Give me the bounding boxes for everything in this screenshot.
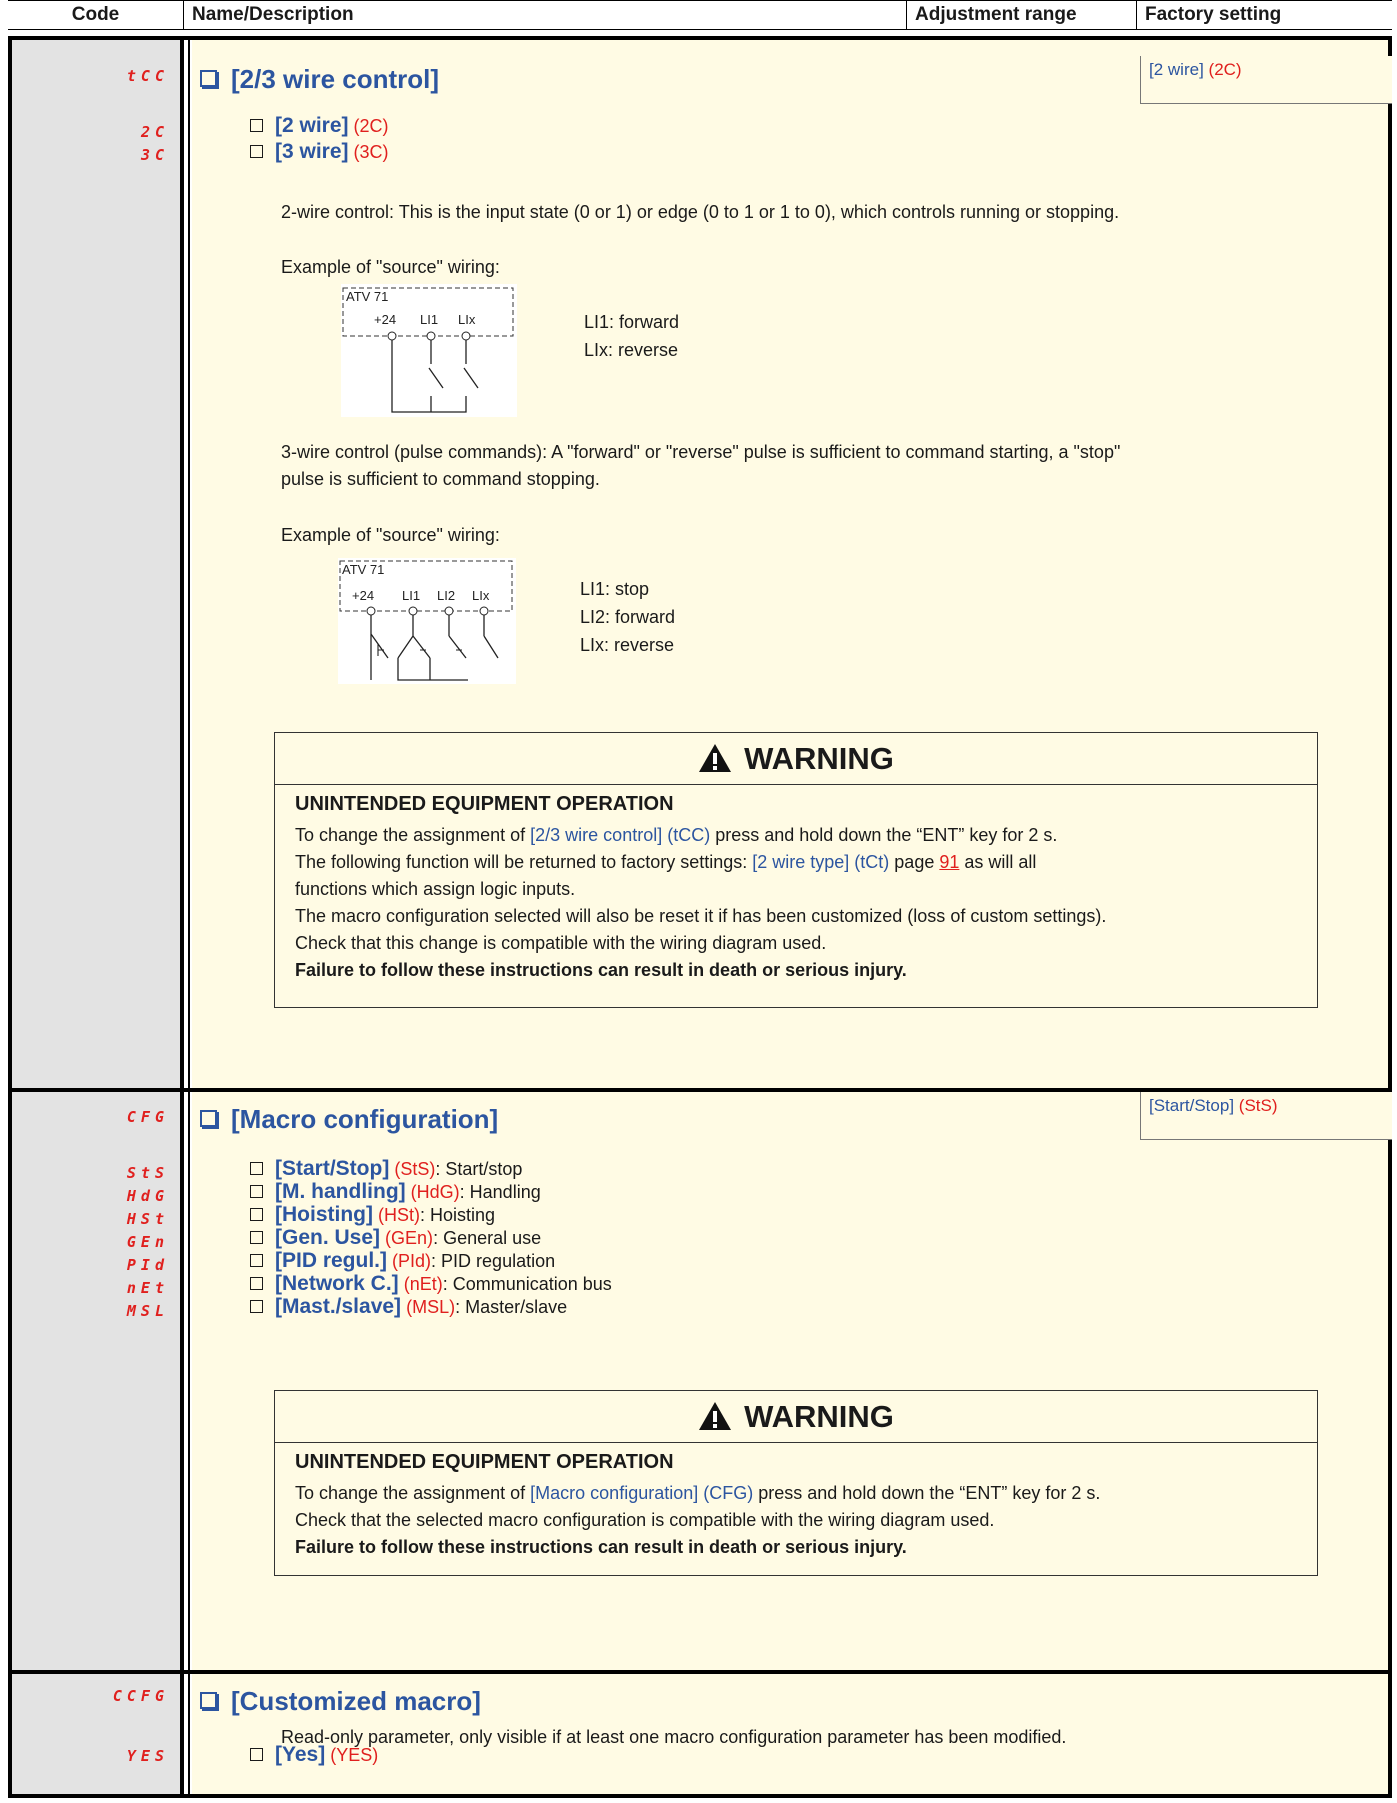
warning-line: To change the assignment of [2/3 wire control] (tCC) press and hold down the “ENT” key for 2 s. <box>295 825 1058 845</box>
warning-line: Failure to follow these instructions can result in death or serious injury. <box>295 960 907 980</box>
param-title-ccfg: [Customized macro] <box>200 1686 481 1717</box>
option-code-3c: 3C <box>140 146 169 164</box>
warning-line: functions which assign logic inputs. <box>295 879 576 899</box>
legend-3-wire: LI1: stop LI2: forward LIx: reverse <box>580 579 676 655</box>
checkbox-icon <box>250 119 263 132</box>
parameter-square-icon <box>200 1110 217 1127</box>
header-factory-setting: Factory setting <box>1137 0 1392 30</box>
checkbox-icon <box>250 1277 263 1290</box>
warning-box-cfg <box>274 1390 1318 1576</box>
warning-line: The macro configuration selected will also be reset it if has been customized (loss of custom settings). <box>295 906 1107 926</box>
terminal-dot <box>445 607 453 615</box>
terminal-label: LI1 <box>402 588 421 603</box>
desc-2-wire: 2-wire control: This is the input state (0 or 1) or edge (0 to 1 or 1 to 0), which controls running or stopping. <box>281 202 1120 222</box>
param-title-tcc: [2/3 wire control] <box>200 64 439 95</box>
parameter-square-icon <box>200 1692 217 1709</box>
warning-header: WARNING <box>275 1391 1317 1443</box>
warning-triangle-icon <box>698 1401 732 1431</box>
diagram-device-label: ATV 71 <box>342 562 385 577</box>
option-code-pid: PId <box>126 1256 169 1274</box>
wiring-lines <box>371 615 498 680</box>
param-code-ccfg: CCFG <box>112 1687 169 1705</box>
option-gen-use: [Gen. Use] (GEn): General use <box>250 1226 541 1250</box>
header-name-description: Name/Description <box>184 0 907 30</box>
desc-customized-macro: Read-only parameter, only visible if at least one macro configuration parameter has been modified. <box>281 1727 1067 1747</box>
option-yes: [Yes] (YES) <box>250 1743 378 1767</box>
checkbox-icon <box>250 1254 263 1267</box>
option-code-gen: GEn <box>126 1233 169 1251</box>
param-code-tcc: tCC <box>126 67 169 85</box>
terminal-label: +24 <box>374 312 397 327</box>
checkbox-icon <box>250 1162 263 1175</box>
param-title-cfg: [Macro configuration] <box>200 1104 498 1135</box>
option-code-2c: 2C <box>140 123 169 141</box>
page-link[interactable]: 91 <box>939 852 960 872</box>
header-adjustment-range: Adjustment range <box>907 0 1137 30</box>
warning-box-tcc <box>274 732 1318 1008</box>
option-code-sts: StS <box>126 1164 169 1182</box>
example-label-1: Example of "source" wiring: <box>281 257 500 277</box>
terminal-label: LIx <box>458 312 476 327</box>
wiring-lines <box>392 340 478 412</box>
checkbox-icon <box>250 1231 263 1244</box>
option-hoisting: [Hoisting] (HSt): Hoisting <box>250 1203 495 1227</box>
terminal-dot <box>367 607 375 615</box>
example-label-2: Example of "source" wiring: <box>281 525 500 545</box>
warning-subtitle: UNINTENDED EQUIPMENT OPERATION <box>295 793 674 815</box>
option-code-hdg: HdG <box>126 1187 169 1205</box>
factory-setting-cfg: [Start/Stop] (StS) <box>1140 1092 1392 1140</box>
terminal-label: LIx <box>472 588 490 603</box>
terminal-dot <box>480 607 488 615</box>
param-code-cfg: CFG <box>126 1108 169 1126</box>
option-mast-slave: [Mast./slave] (MSL): Master/slave <box>250 1295 567 1319</box>
wiring-diagram-3-wire <box>338 558 516 684</box>
option-network-c: [Network C.] (nEt): Communication bus <box>250 1272 612 1296</box>
warning-subtitle: UNINTENDED EQUIPMENT OPERATION <box>295 1451 674 1473</box>
warning-line: Check that this change is compatible with the wiring diagram used. <box>295 933 827 953</box>
warning-line: Failure to follow these instructions can result in death or serious injury. <box>295 1537 907 1557</box>
terminal-label: +24 <box>352 588 375 603</box>
legend-2-wire: LI1: forward LIx: reverse <box>584 312 680 360</box>
option-m-handling: [M. handling] (HdG): Handling <box>250 1180 541 1204</box>
option-code-hst: HSt <box>126 1210 169 1228</box>
option-code-net: nEt <box>126 1279 169 1297</box>
warning-line: Check that the selected macro configuration is compatible with the wiring diagram used. <box>295 1510 995 1530</box>
header-code: Code <box>8 0 184 30</box>
terminal-label: LI2 <box>437 588 456 603</box>
terminal-dot <box>462 332 470 340</box>
desc-3-wire: 3-wire control (pulse commands): A "forward" or "reverse" pulse is sufficient to command starting, a "stop" pulse is sufficient to command stopping. <box>281 442 1121 489</box>
checkbox-icon <box>250 1185 263 1198</box>
warning-triangle-icon <box>698 743 732 773</box>
option-pid-regul: [PID regul.] (PId): PID regulation <box>250 1249 555 1273</box>
terminal-dot <box>388 332 396 340</box>
wiring-diagram-2-wire <box>341 284 517 417</box>
factory-setting-tcc: [2 wire] (2C) <box>1140 56 1392 104</box>
checkbox-icon <box>250 145 263 158</box>
checkbox-icon <box>250 1300 263 1313</box>
checkbox-icon <box>250 1208 263 1221</box>
option-code-msl: MSL <box>126 1302 169 1320</box>
terminal-label: LI1 <box>420 312 439 327</box>
terminal-dot <box>427 332 435 340</box>
warning-line: The following function will be returned to factory settings: [2 wire type] (tCt) page 91 as will all <box>295 852 1037 872</box>
diagram-device-label: ATV 71 <box>346 289 389 304</box>
option-2-wire: [2 wire] (2C) <box>250 114 389 138</box>
terminal-dot <box>409 607 417 615</box>
warning-line: To change the assignment of [Macro configuration] (CFG) press and hold down the “ENT” key for 2 s. <box>295 1483 1101 1503</box>
option-start-stop: [Start/Stop] (StS): Start/stop <box>250 1157 522 1181</box>
warning-header: WARNING <box>275 733 1317 785</box>
checkbox-icon <box>250 1748 263 1761</box>
option-3-wire: [3 wire] (3C) <box>250 140 389 164</box>
option-code-yes: YES <box>126 1747 169 1765</box>
parameter-square-icon <box>200 70 217 87</box>
